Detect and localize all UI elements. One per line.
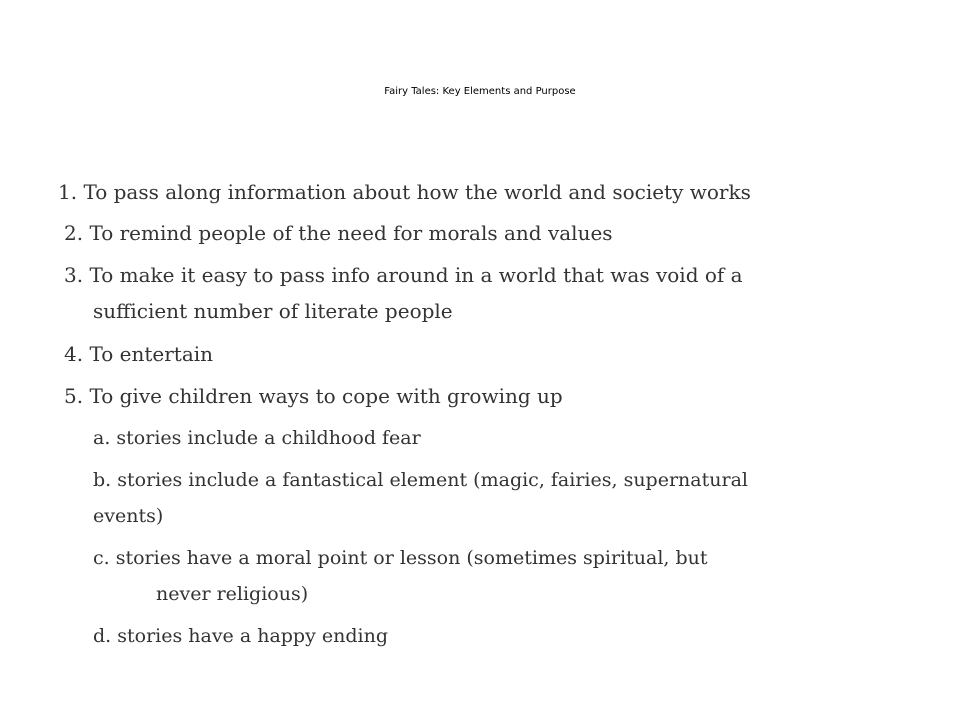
sub-item-d: d. stories have a happy ending [93,625,388,647]
list-item-4: 4. To entertain [64,342,214,366]
slide-title: Fairy Tales: Key Elements and Purpose [384,86,576,97]
list-item-3: 3. To make it easy to pass info around in a world that was void of a [64,263,743,287]
sub-item-c-continuation: never religious) [156,583,309,605]
sub-item-c: c. stories have a moral point or lesson (sometimes spiritual, but [93,547,708,569]
list-item-3-continuation: sufficient number of literate people [93,299,453,323]
list-item-1: 1. To pass along information about how the world and society works [58,180,751,204]
sub-item-a: a. stories include a childhood fear [93,427,421,449]
list-item-2: 2. To remind people of the need for morals and values [64,221,613,245]
sub-item-b-continuation: events) [93,505,164,527]
sub-item-b: b. stories include a fantastical element (magic, fairies, supernatural [93,469,748,491]
list-item-5: 5. To give children ways to cope with growing up [64,384,563,408]
